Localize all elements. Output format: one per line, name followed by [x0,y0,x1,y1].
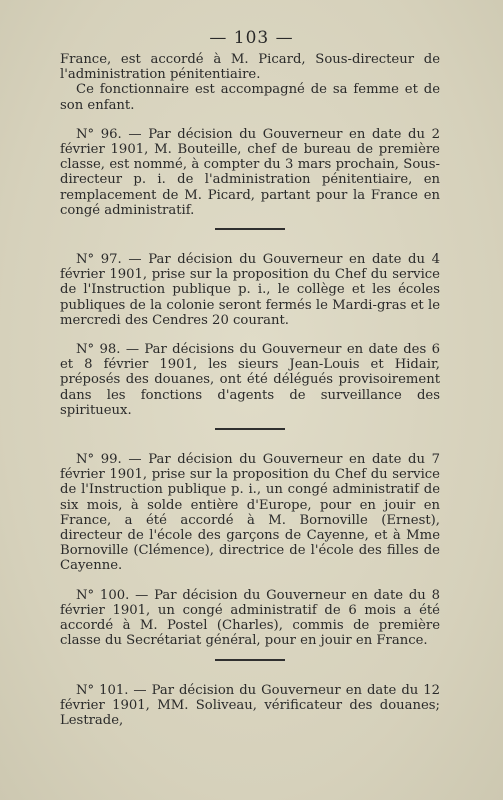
decision-100: N° 100. — Par décision du Gouverneur en date du 8 février 1901, un congé administratif de 6 mois a été accordé à M. Postel (Charles), commis de première classe du Secrétariat général, pour en jouir en France. [60,587,440,649]
page-number: — 103 — [209,28,294,48]
page-content [60,52,440,728]
separator-rule [215,228,285,230]
separator-rule [215,659,285,661]
spacer [60,113,440,127]
decision-98: N° 98. — Par décisions du Gouverneur en date des 6 et 8 février 1901, les sieurs Jean-Louis et Hidair, préposés des douanes, ont été délégués provisoirement dans les fonctions d'agents de surveillance des spiritueux. [60,342,440,418]
separator-rule [215,428,285,430]
decision-99: N° 99. — Par décision du Gouverneur en date du 7 février 1901, prise sur la proposition du Chef du service de l'Instruction publique p. i., un congé administratif de six mois, à solde entière d'Europe, pour en jouir en France, a été accordé à M. Bornoville (Ernest), directeur de l'école des garçons de Cayenne, et à Mme Bornoville (Clémence), directrice de l'école des filles de Cayenne. [60,452,440,574]
spacer [60,328,440,342]
decision-101: N° 101. — Par décision du Gouverneur en date du 12 février 1901, MM. Soliveau, vérificateur des douanes; Lestrade, [60,682,440,728]
paragraph-continued: France, est accordé à M. Picard, Sous-directeur de l'administration pénitentiaire. [60,52,440,83]
spacer [60,574,440,588]
paragraph-companion-note: Ce fonctionnaire est accompagné de sa femme et de son enfant. [60,82,440,113]
decision-97: N° 97. — Par décision du Gouverneur en date du 4 février 1901, prise sur la proposition du Chef du service de l'Instruction publique p. i., le collège et les écoles publiques de la colonie seront fermés le Mardi-gras et le mercredi des Cendres 20 courant. [60,252,440,328]
decision-96: N° 96. — Par décision du Gouverneur en date du 2 février 1901, M. Bouteille, chef de bureau de première classe, est nommé, à compter du 3 mars prochain, Sous-directeur p. i. de l'administration pénitentiaire, en remplacement de M. Picard, partant pour la France en congé administratif. [60,126,440,218]
